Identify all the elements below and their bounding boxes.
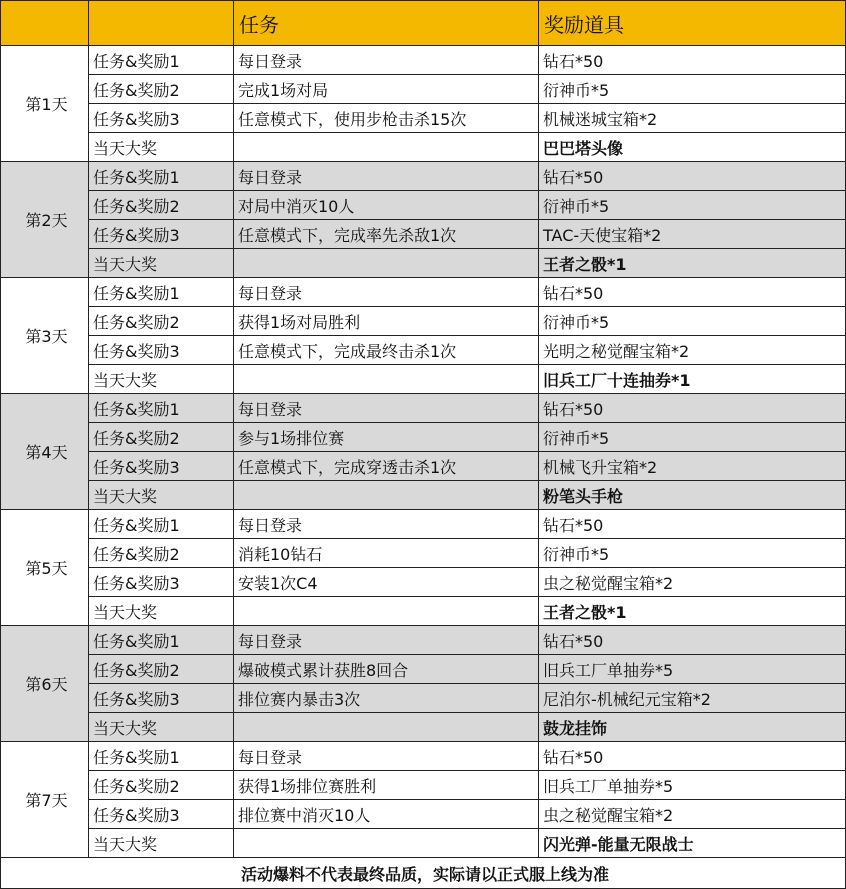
table-row: [1, 829, 846, 858]
table-row: [1, 75, 846, 104]
table-row: [1, 365, 846, 394]
grand-prize-cell: 闪光弹-能量无限战士: [539, 829, 846, 858]
task-description-cell: 安装1次C4: [234, 568, 539, 597]
table-body: [1, 46, 846, 858]
task-description-cell: [234, 597, 539, 626]
task-label-cell: 任务&奖励1: [89, 46, 234, 75]
reward-cell: 钻石*50: [539, 394, 846, 423]
task-label-cell: 任务&奖励1: [89, 278, 234, 307]
task-label-cell: 任务&奖励1: [89, 626, 234, 655]
task-label-cell: 当天大奖: [89, 249, 234, 278]
task-description-cell: 每日登录: [234, 626, 539, 655]
task-description-cell: 爆破模式累计获胜8回合: [234, 655, 539, 684]
grand-prize-cell: 粉笔头手枪: [539, 481, 846, 510]
header-label: [89, 1, 234, 46]
task-label-cell: 任务&奖励1: [89, 510, 234, 539]
task-description-cell: 任意模式下，使用步枪击杀15次: [234, 104, 539, 133]
reward-cell: 钻石*50: [539, 162, 846, 191]
day-cell: 第7天: [1, 742, 89, 858]
day-cell: 第3天: [1, 278, 89, 394]
task-label-cell: 任务&奖励3: [89, 104, 234, 133]
task-label-cell: 任务&奖励1: [89, 394, 234, 423]
day-cell: 第5天: [1, 510, 89, 626]
table-row: [1, 568, 846, 597]
task-label-cell: 当天大奖: [89, 481, 234, 510]
task-label-cell: 任务&奖励1: [89, 162, 234, 191]
task-label-cell: 当天大奖: [89, 597, 234, 626]
task-label-cell: 任务&奖励1: [89, 742, 234, 771]
task-label-cell: 当天大奖: [89, 133, 234, 162]
table-row: [1, 597, 846, 626]
header-day: [1, 1, 89, 46]
grand-prize-cell: 巴巴塔头像: [539, 133, 846, 162]
task-description-cell: 任意模式下，完成最终击杀1次: [234, 336, 539, 365]
table-row: [1, 684, 846, 713]
disclaimer-text: 活动爆料不代表最终品质，实际请以正式服上线为准: [1, 858, 846, 889]
table-row: [1, 394, 846, 423]
table-row: [1, 191, 846, 220]
table-row: [1, 510, 846, 539]
grand-prize-cell: 鼓龙挂饰: [539, 713, 846, 742]
task-label-cell: 任务&奖励3: [89, 684, 234, 713]
task-label-cell: 任务&奖励3: [89, 220, 234, 249]
task-description-cell: [234, 249, 539, 278]
table-row: [1, 626, 846, 655]
day-cell: 第2天: [1, 162, 89, 278]
task-description-cell: 对局中消灭10人: [234, 191, 539, 220]
task-label-cell: 任务&奖励3: [89, 336, 234, 365]
reward-cell: 钻石*50: [539, 626, 846, 655]
table-row: [1, 713, 846, 742]
reward-cell: 机械飞升宝箱*2: [539, 452, 846, 481]
task-description-cell: 每日登录: [234, 742, 539, 771]
task-label-cell: 任务&奖励2: [89, 655, 234, 684]
table-row: [1, 220, 846, 249]
reward-cell: TAC-天使宝箱*2: [539, 220, 846, 249]
task-label-cell: 任务&奖励3: [89, 568, 234, 597]
table-row: [1, 133, 846, 162]
table-row: [1, 771, 846, 800]
task-description-cell: 排位赛中消灭10人: [234, 800, 539, 829]
task-description-cell: 任意模式下，完成穿透击杀1次: [234, 452, 539, 481]
reward-cell: 虫之秘觉醒宝箱*2: [539, 568, 846, 597]
task-label-cell: 当天大奖: [89, 829, 234, 858]
grand-prize-cell: 王者之骰*1: [539, 249, 846, 278]
task-description-cell: 获得1场排位赛胜利: [234, 771, 539, 800]
table-row: [1, 307, 846, 336]
task-description-cell: [234, 365, 539, 394]
task-label-cell: 任务&奖励2: [89, 423, 234, 452]
task-label-cell: 任务&奖励2: [89, 771, 234, 800]
footer-row: [1, 858, 846, 889]
task-description-cell: 每日登录: [234, 162, 539, 191]
table-row: [1, 539, 846, 568]
header-task: 任务: [234, 1, 539, 46]
table-row: [1, 423, 846, 452]
reward-cell: 尼泊尔-机械纪元宝箱*2: [539, 684, 846, 713]
reward-cell: 钻石*50: [539, 278, 846, 307]
table-row: [1, 249, 846, 278]
table-row: [1, 46, 846, 75]
task-label-cell: 任务&奖励2: [89, 75, 234, 104]
task-description-cell: 每日登录: [234, 510, 539, 539]
reward-cell: 钻石*50: [539, 510, 846, 539]
reward-cell: 衍神币*5: [539, 75, 846, 104]
grand-prize-cell: 王者之骰*1: [539, 597, 846, 626]
table-row: [1, 452, 846, 481]
task-label-cell: 当天大奖: [89, 365, 234, 394]
day-cell: 第4天: [1, 394, 89, 510]
day-cell: 第6天: [1, 626, 89, 742]
reward-cell: 钻石*50: [539, 742, 846, 771]
reward-cell: 旧兵工厂单抽券*5: [539, 771, 846, 800]
grand-prize-cell: 旧兵工厂十连抽券*1: [539, 365, 846, 394]
task-description-cell: [234, 133, 539, 162]
reward-cell: 机械迷城宝箱*2: [539, 104, 846, 133]
table-row: [1, 742, 846, 771]
task-label-cell: 任务&奖励2: [89, 539, 234, 568]
header-reward: 奖励道具: [539, 1, 846, 46]
task-description-cell: 任意模式下，完成率先杀敌1次: [234, 220, 539, 249]
task-description-cell: 每日登录: [234, 394, 539, 423]
reward-cell: 光明之秘觉醒宝箱*2: [539, 336, 846, 365]
task-label-cell: 任务&奖励3: [89, 800, 234, 829]
task-label-cell: 当天大奖: [89, 713, 234, 742]
task-label-cell: 任务&奖励2: [89, 191, 234, 220]
task-description-cell: [234, 481, 539, 510]
task-description-cell: 参与1场排位赛: [234, 423, 539, 452]
reward-cell: 衍神币*5: [539, 423, 846, 452]
task-label-cell: 任务&奖励2: [89, 307, 234, 336]
table-row: [1, 800, 846, 829]
task-description-cell: 获得1场对局胜利: [234, 307, 539, 336]
task-description-cell: [234, 713, 539, 742]
task-description-cell: [234, 829, 539, 858]
task-description-cell: 消耗10钻石: [234, 539, 539, 568]
reward-cell: 衍神币*5: [539, 539, 846, 568]
table-row: [1, 481, 846, 510]
task-description-cell: 完成1场对局: [234, 75, 539, 104]
table-row: [1, 655, 846, 684]
table-row: [1, 336, 846, 365]
reward-cell: 衍神币*5: [539, 191, 846, 220]
reward-cell: 旧兵工厂单抽券*5: [539, 655, 846, 684]
day-cell: 第1天: [1, 46, 89, 162]
task-description-cell: 排位赛内暴击3次: [234, 684, 539, 713]
table-row: [1, 104, 846, 133]
table-row: [1, 162, 846, 191]
task-label-cell: 任务&奖励3: [89, 452, 234, 481]
task-description-cell: 每日登录: [234, 46, 539, 75]
table-row: [1, 278, 846, 307]
task-description-cell: 每日登录: [234, 278, 539, 307]
reward-cell: 虫之秘觉醒宝箱*2: [539, 800, 846, 829]
reward-cell: 衍神币*5: [539, 307, 846, 336]
table-header-row: [1, 1, 846, 46]
reward-cell: 钻石*50: [539, 46, 846, 75]
